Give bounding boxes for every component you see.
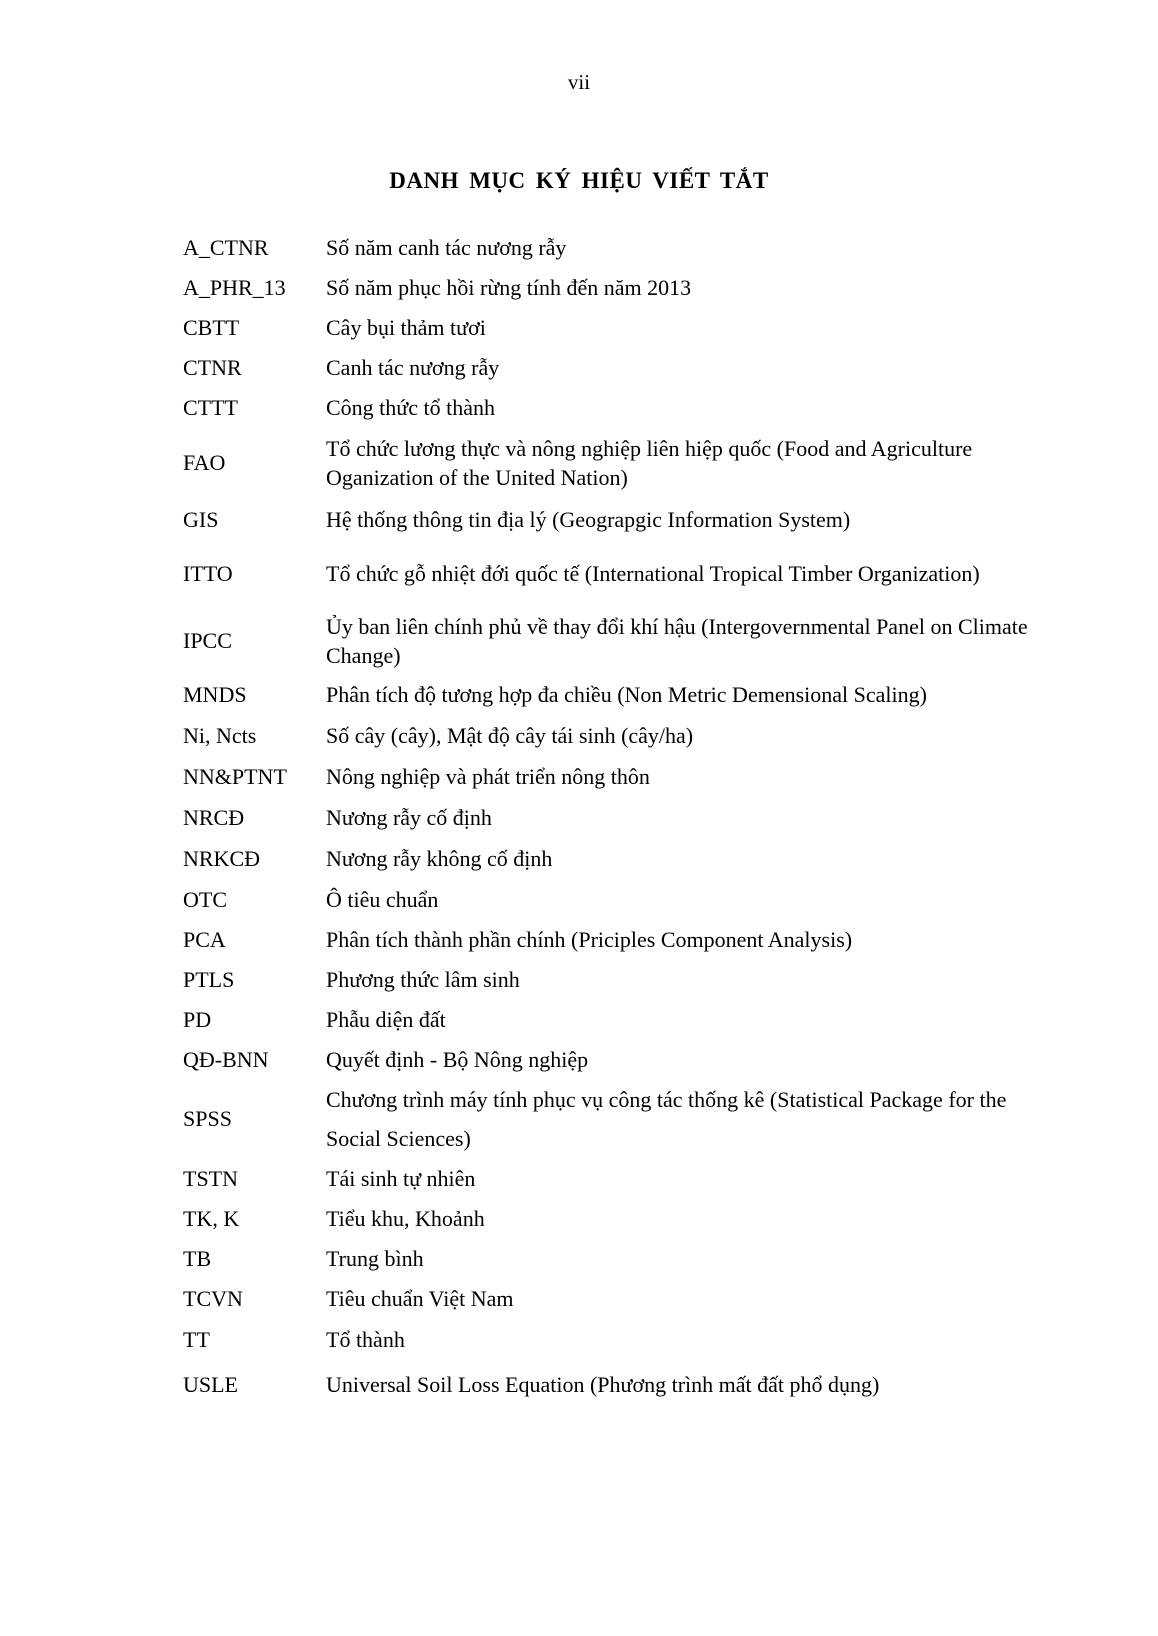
abbreviation: NRKCĐ [183,846,261,871]
abbreviation: Ni, Ncts [183,723,257,748]
definition: Tổ chức gỗ nhiệt đới quốc tế (International Tropical Timber Organization) [326,561,980,586]
definition: Tái sinh tự nhiên [326,1165,476,1191]
abbreviation-row [183,607,1043,674]
abbreviation-row [183,797,1043,838]
abbreviation: PD [183,1006,212,1032]
definition: Nương rẫy không cố định [326,846,553,871]
abbreviation: QĐ-BNN [183,1046,269,1072]
abbreviation: SPSS [183,1106,232,1131]
abbreviation-row [183,1079,1043,1158]
definition: Hệ thống thông tin địa lý (Geograpgic Information System) [326,506,851,532]
abbreviation: PTLS [183,966,235,992]
page-title: DANH MỤC KÝ HIỆU VIẾT TẮT [389,168,769,193]
abbreviation: TCVN [183,1285,243,1311]
abbreviation: PCA [183,926,226,952]
definition: Tổ chức lương thực và nông nghiệp liên hiệp quốc (Food and Agriculture Oganization of the United Nation) [326,435,973,490]
definition: Cây bụi thảm tươi [326,314,486,340]
abbreviation-row [183,1039,1043,1079]
definition: Chương trình máy tính phục vụ công tác thống kê (Statistical Package for the Social Sciences) [326,1086,1007,1151]
abbreviation-row [183,1238,1043,1278]
abbreviation-row [183,756,1043,797]
definition: Phân tích độ tương hợp đa chiều (Non Metric Demensional Scaling) [326,682,927,707]
abbreviation: USLE [183,1372,238,1397]
abbreviation-row [183,498,1043,540]
abbreviation-row [183,1360,1043,1409]
definition: Nương rẫy cố định [326,805,492,830]
definition: Quyết định - Bộ Nông nghiệp [326,1046,589,1072]
abbreviation: ITTO [183,561,233,586]
abbreviation-row [183,715,1043,756]
abbreviation-list [183,227,1043,1409]
abbreviation-row [183,1318,1043,1360]
definition: Số năm canh tác nương rẫy [326,234,567,260]
definition: Tiểu khu, Khoảnh [326,1205,485,1231]
abbreviation-row [183,347,1043,387]
abbreviation: FAO [183,450,226,475]
abbreviation: MNDS [183,682,247,707]
page-number: vii [567,70,591,94]
abbreviation-row [183,879,1043,919]
definition: Canh tác nương rẫy [326,354,500,380]
definition: Công thức tổ thành [326,394,495,420]
abbreviation: IPCC [183,628,232,653]
abbreviation: TK, K [183,1205,240,1231]
abbreviation: CTTT [183,394,238,420]
abbreviation-row [183,1198,1043,1238]
definition: Ô tiêu chuẩn [326,886,439,912]
abbreviation-row [183,999,1043,1039]
abbreviation: A_PHR_13 [183,274,286,300]
abbreviation-row [183,387,1043,427]
abbreviation: OTC [183,886,227,912]
abbreviation-row [183,307,1043,347]
definition: Trung bình [326,1245,424,1271]
definition: Số năm phục hồi rừng tính đến năm 2013 [326,274,692,300]
definition: Phân tích thành phần chính (Priciples Component Analysis) [326,926,853,952]
abbreviation: GIS [183,506,219,532]
abbreviation-row [183,1158,1043,1198]
abbreviation: CBTT [183,314,240,340]
definition: Ủy ban liên chính phủ về thay đổi khí hậu (Intergovernmental Panel on Climate Change) [326,613,1028,668]
definition: Phẫu diện đất [326,1006,446,1032]
abbreviation: TSTN [183,1165,238,1191]
abbreviation-row [183,540,1043,607]
abbreviation-row [183,838,1043,879]
abbreviation: NRCĐ [183,805,245,830]
definition: Tổ thành [326,1326,405,1352]
abbreviation-row [183,1278,1043,1318]
abbreviation-row [183,959,1043,999]
definition: Tiêu chuẩn Việt Nam [326,1285,514,1311]
abbreviation: A_CTNR [183,234,269,260]
abbreviation-row [183,919,1043,959]
abbreviation: CTNR [183,354,242,380]
abbreviation: NN&PTNT [183,764,287,789]
definition: Universal Soil Loss Equation (Phương trình mất đất phổ dụng) [326,1372,880,1397]
abbreviation: TT [183,1326,210,1352]
abbreviation-row [183,267,1043,307]
abbreviation-row [183,427,1043,498]
definition: Số cây (cây), Mật độ cây tái sinh (cây/ha) [326,723,694,748]
definition: Nông nghiệp và phát triển nông thôn [326,764,650,789]
abbreviation-row [183,227,1043,267]
abbreviation: TB [183,1245,212,1271]
abbreviation-row [183,674,1043,715]
definition: Phương thức lâm sinh [326,966,520,992]
